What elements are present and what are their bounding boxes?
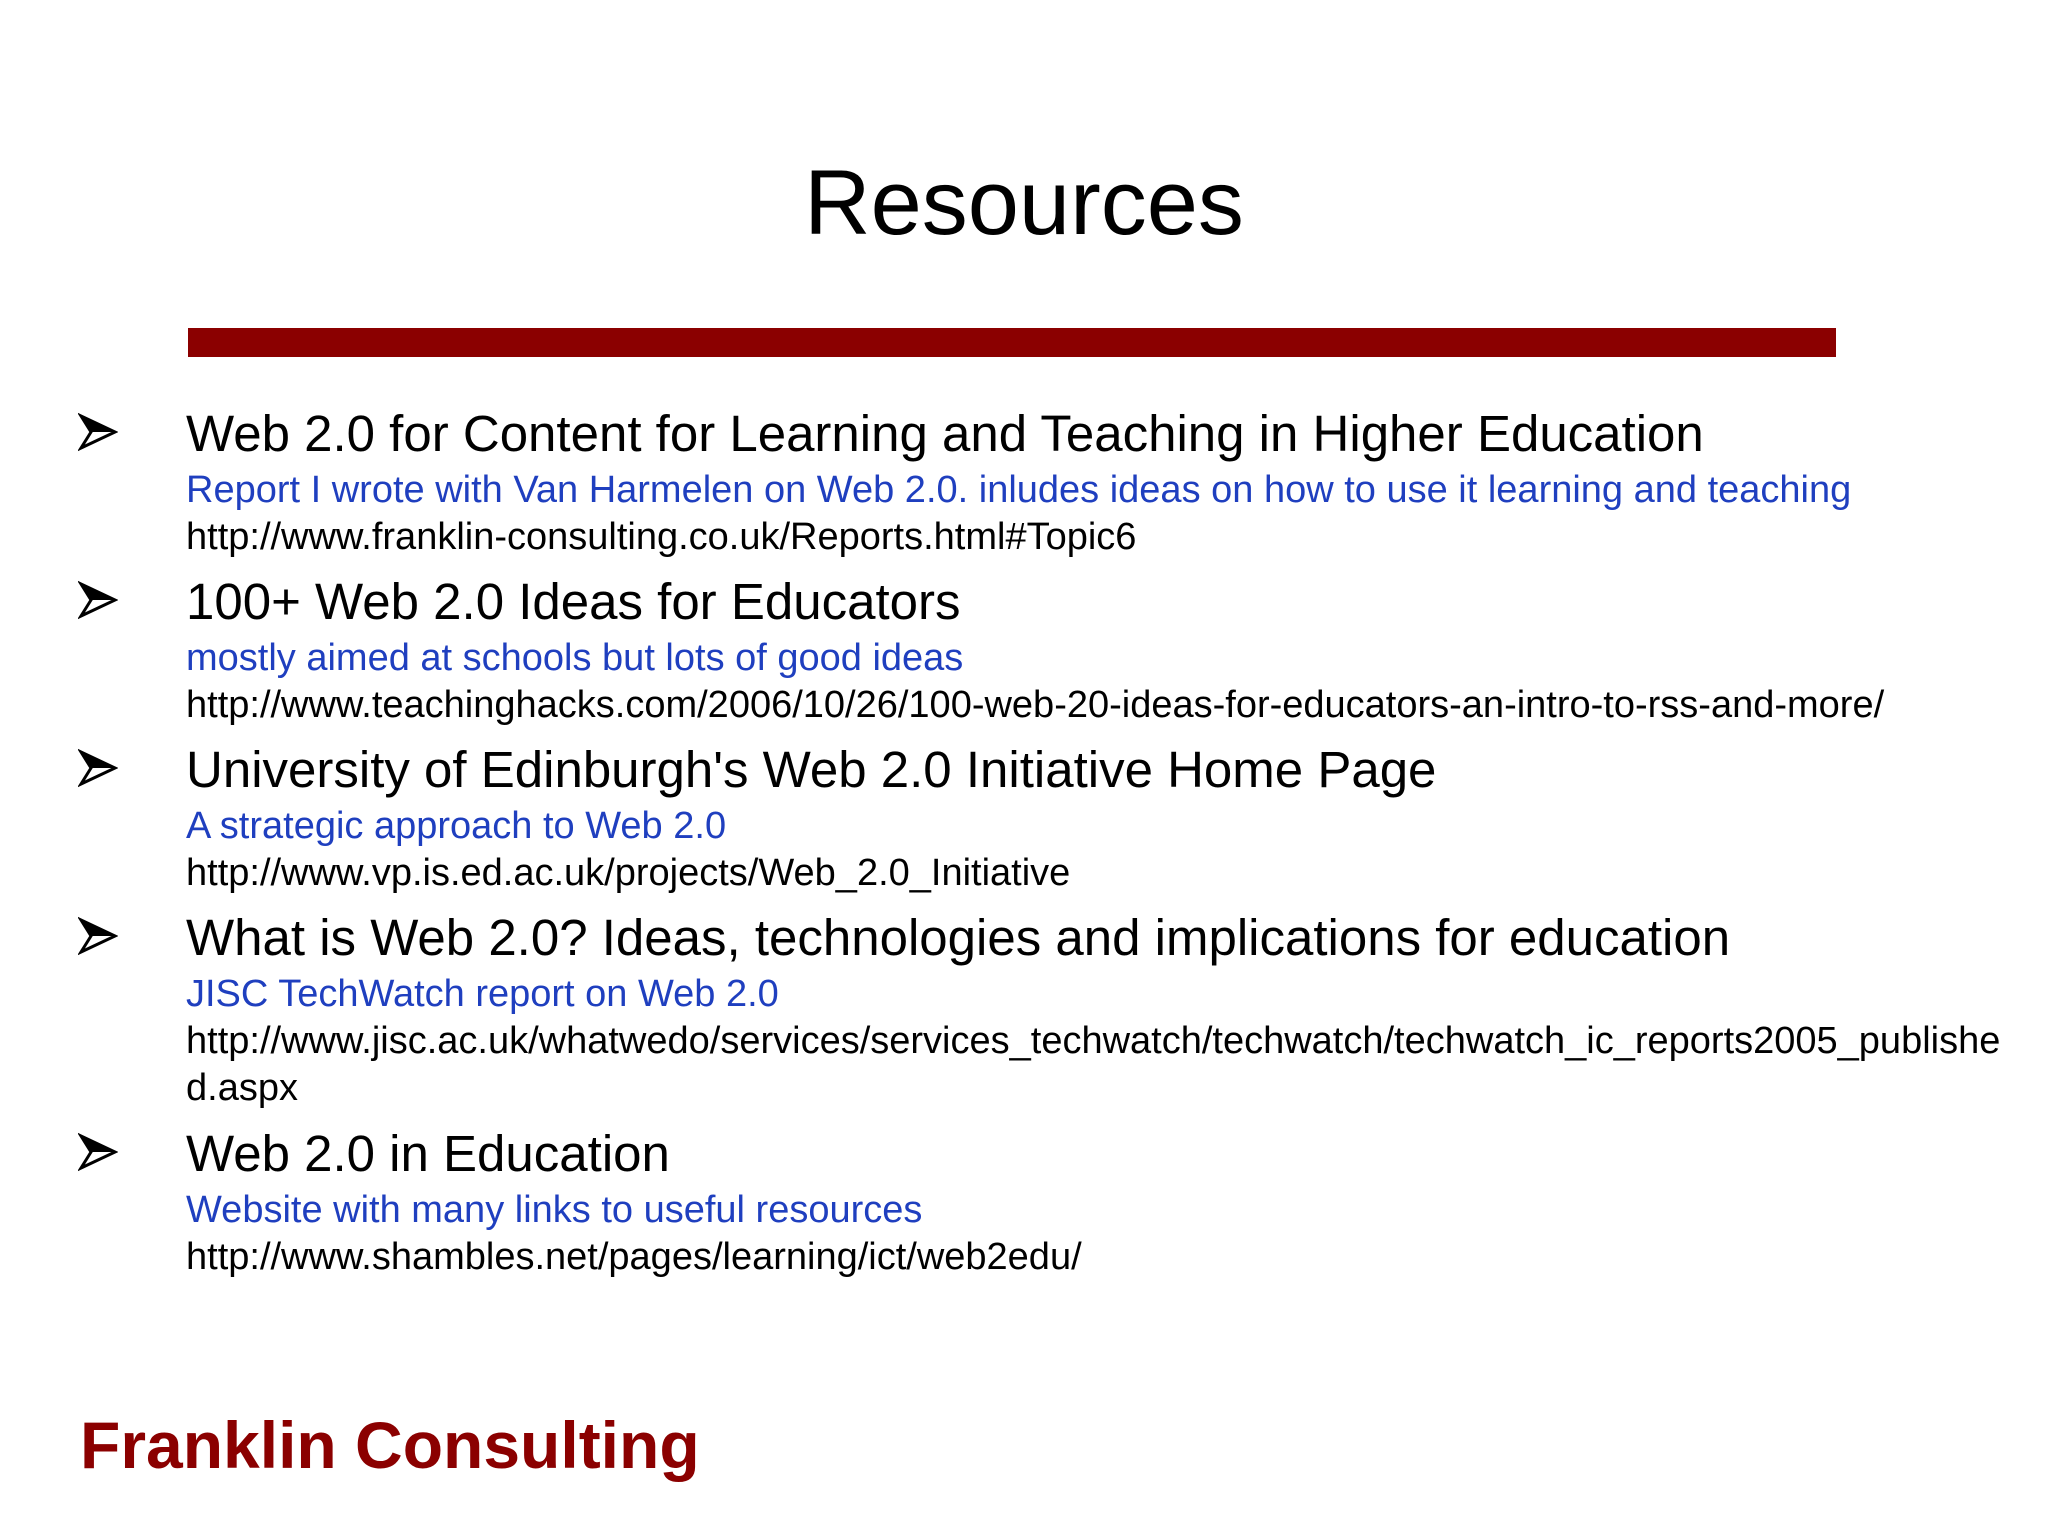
resource-url[interactable]: http://www.jisc.ac.uk/whatwedo/services/services_techwatch/techwatch/techwatch_ic_reports2005_published.aspx <box>186 1020 2001 1109</box>
arrowhead-bullet-icon <box>78 748 118 788</box>
resource-item <box>0 568 2048 736</box>
resource-url[interactable]: http://www.shambles.net/pages/learning/ict/web2edu/ <box>186 1236 1082 1278</box>
resource-description: mostly aimed at schools but lots of good ideas <box>186 637 964 679</box>
resource-title: Web 2.0 for Content for Learning and Teaching in Higher Education <box>186 405 1704 462</box>
resource-title: Web 2.0 in Education <box>186 1125 670 1182</box>
arrowhead-bullet-icon <box>78 412 118 452</box>
resource-list <box>0 400 2048 1288</box>
resource-description: Report I wrote with Van Harmelen on Web 2.0. inludes ideas on how to use it learning and teaching <box>186 469 1852 511</box>
resource-title: University of Edinburgh's Web 2.0 Initiative Home Page <box>186 741 1437 798</box>
resource-description: Website with many links to useful resources <box>186 1189 923 1231</box>
resource-title: What is Web 2.0? Ideas, technologies and implications for education <box>186 909 1731 966</box>
resource-description: JISC TechWatch report on Web 2.0 <box>186 973 779 1015</box>
resource-item <box>0 736 2048 904</box>
resource-item <box>0 1120 2048 1288</box>
arrowhead-bullet-icon <box>78 580 118 620</box>
resource-item <box>0 904 2048 1120</box>
arrowhead-bullet-icon <box>78 1132 118 1172</box>
resource-url[interactable]: http://www.vp.is.ed.ac.uk/projects/Web_2.0_Initiative <box>186 852 1071 894</box>
title-divider <box>188 328 1836 357</box>
resource-url[interactable]: http://www.teachinghacks.com/2006/10/26/100-web-20-ideas-for-educators-an-intro-to-rss-and-more/ <box>186 684 1885 726</box>
footer-brand: Franklin Consulting <box>80 1408 700 1482</box>
resource-title: 100+ Web 2.0 Ideas for Educators <box>186 573 961 630</box>
resource-url[interactable]: http://www.franklin-consulting.co.uk/Reports.html#Topic6 <box>186 516 1137 558</box>
resource-item <box>0 400 2048 568</box>
resource-description: A strategic approach to Web 2.0 <box>186 805 727 847</box>
slide-title: Resources <box>804 152 1244 254</box>
arrowhead-bullet-icon <box>78 916 118 956</box>
